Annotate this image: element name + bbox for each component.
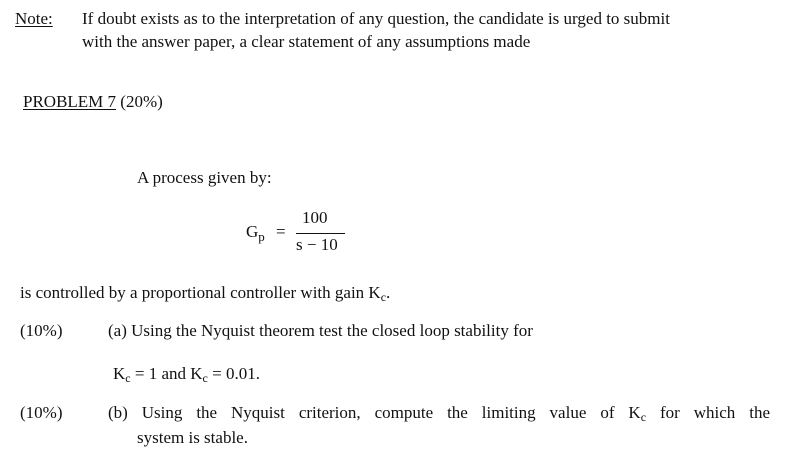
part-b-text: (b) Using the Nyquist criterion, compute the limiting value of $K_c$ for which the xyxy=(108,403,770,424)
process-intro: A process given by: xyxy=(137,168,272,187)
note-text-line-2: with the answer paper, a clear statement of any assumptions made xyxy=(82,32,531,51)
equation-lhs-subscript: p xyxy=(258,229,265,244)
part-b-weight: (10%) xyxy=(20,403,63,422)
note-label: Note: xyxy=(15,9,53,28)
gain-subscript: c xyxy=(380,290,387,304)
part-a-gain-values: $K_c = 1$ and $K_c = 0.01$. xyxy=(113,364,260,385)
equation-lhs: $G_p$ xyxy=(246,222,265,244)
problem-weight: (20%) xyxy=(120,92,163,111)
part-b-text-line-2: system is stable. xyxy=(137,428,248,447)
part-a-text: (a) Using the Nyquist theorem test the closed loop stability for xyxy=(108,321,533,340)
problem-heading xyxy=(23,92,163,112)
part-a-weight: (10%) xyxy=(20,321,63,340)
note-text-line-1: If doubt exists as to the interpretation of any question, the candidate is urged to submit xyxy=(82,9,670,28)
controller-description: is controlled by a proportional controller with gain $K_c$. xyxy=(20,283,391,304)
equation-denominator: s − 10 xyxy=(296,235,338,254)
equation-numerator: 100 xyxy=(302,208,328,227)
problem-title: PROBLEM 7 xyxy=(23,92,117,111)
transfer-function-equation xyxy=(246,208,356,258)
fraction-bar xyxy=(296,233,345,234)
equation-equals: = xyxy=(276,222,286,241)
